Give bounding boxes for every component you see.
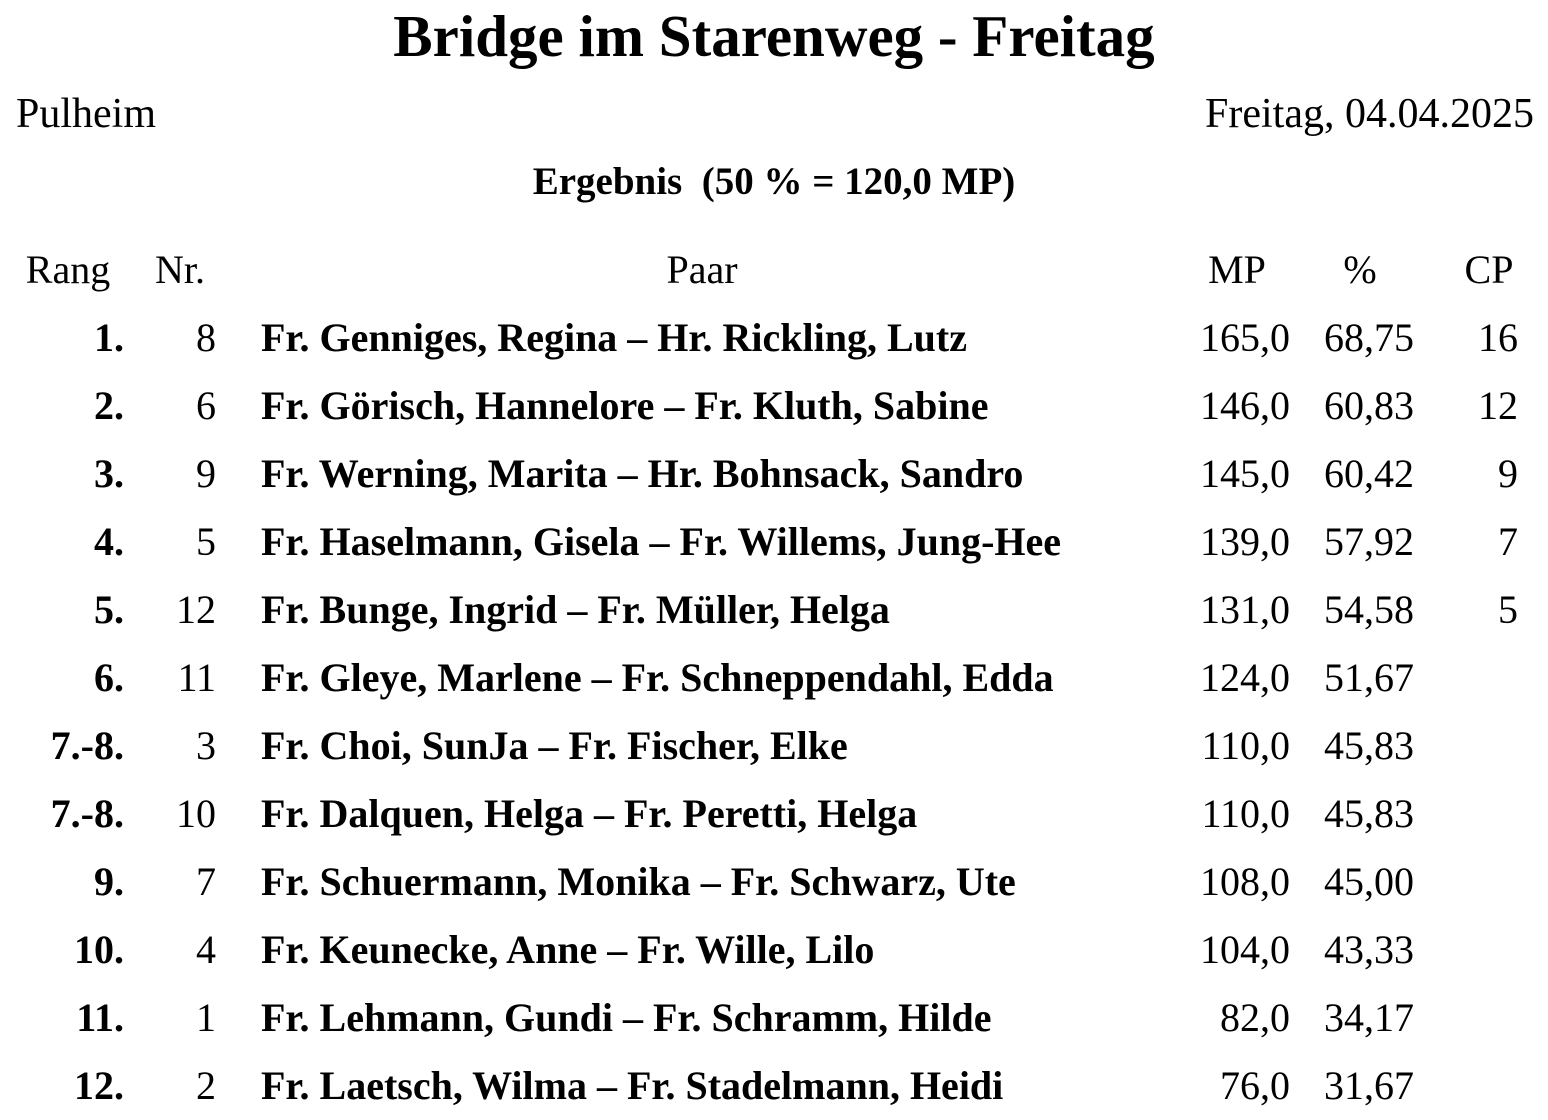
rank-cell: 6.	[94, 655, 124, 700]
club-points-cell: 16	[1478, 315, 1518, 360]
matchpoints-cell: 146,0	[1200, 383, 1290, 428]
rank-cell: 7.-8.	[50, 791, 124, 836]
table-row	[0, 916, 1548, 984]
club-points-cell	[1430, 780, 1548, 848]
percent-cell: 45,00	[1324, 859, 1414, 904]
pair-names-cell: Fr. Choi, SunJa – Fr. Fischer, Elke	[261, 723, 848, 768]
pair-number-cell: 9	[196, 451, 216, 496]
percent-cell: 43,33	[1324, 927, 1414, 972]
pair-number-cell: 11	[177, 655, 216, 700]
table-row	[0, 984, 1548, 1052]
matchpoints-cell: 76,0	[1220, 1063, 1290, 1108]
pair-names-cell: Fr. Genniges, Regina – Hr. Rickling, Lutz	[261, 315, 967, 360]
pair-number-cell: 3	[196, 723, 216, 768]
percent-cell: 45,83	[1324, 791, 1414, 836]
pair-number-cell: 4	[196, 927, 216, 972]
pair-number-cell: 10	[176, 791, 216, 836]
pair-number-cell: 5	[196, 519, 216, 564]
rank-cell: 4.	[94, 519, 124, 564]
club-points-cell: 12	[1478, 383, 1518, 428]
column-header-mp: MP	[1208, 247, 1266, 292]
column-header-nr: Nr.	[155, 247, 205, 292]
table-row	[0, 304, 1548, 372]
pair-names-cell: Fr. Görisch, Hannelore – Fr. Kluth, Sabine	[261, 383, 989, 428]
location-label: Pulheim	[16, 91, 157, 137]
rank-cell: 10.	[74, 927, 124, 972]
pair-names-cell: Fr. Keunecke, Anne – Fr. Wille, Lilo	[261, 927, 875, 972]
rank-cell: 3.	[94, 451, 124, 496]
rank-cell: 11.	[76, 995, 124, 1040]
pair-names-cell: Fr. Bunge, Ingrid – Fr. Müller, Helga	[261, 587, 890, 632]
table-row	[0, 644, 1548, 712]
percent-cell: 68,75	[1324, 315, 1414, 360]
matchpoints-cell: 82,0	[1220, 995, 1290, 1040]
results-subtitle: Ergebnis (50 % = 120,0 MP)	[532, 160, 1016, 203]
matchpoints-cell: 110,0	[1201, 723, 1290, 768]
table-row	[0, 576, 1548, 644]
club-points-cell: 9	[1498, 451, 1518, 496]
column-header-rang: Rang	[25, 247, 111, 292]
rank-cell: 5.	[94, 587, 124, 632]
page-title: Bridge im Starenweg - Freitag	[393, 3, 1155, 69]
results-table	[0, 236, 1548, 1120]
pair-number-cell: 8	[196, 315, 216, 360]
club-points-cell	[1430, 712, 1548, 780]
table-row	[0, 1052, 1548, 1120]
rank-cell: 1.	[94, 315, 124, 360]
matchpoints-cell: 139,0	[1200, 519, 1290, 564]
table-row	[0, 712, 1548, 780]
pair-names-cell: Fr. Laetsch, Wilma – Fr. Stadelmann, Heidi	[261, 1063, 1004, 1108]
percent-cell: 54,58	[1324, 587, 1414, 632]
club-points-cell: 5	[1498, 587, 1518, 632]
matchpoints-cell: 165,0	[1200, 315, 1290, 360]
table-row	[0, 780, 1548, 848]
rank-cell: 2.	[94, 383, 124, 428]
pair-names-cell: Fr. Schuermann, Monika – Fr. Schwarz, Ute	[261, 859, 1016, 904]
pair-names-cell: Fr. Lehmann, Gundi – Fr. Schramm, Hilde	[261, 995, 992, 1040]
pair-number-cell: 12	[176, 587, 216, 632]
pair-names-cell: Fr. Werning, Marita – Hr. Bohnsack, Sandro	[261, 451, 1024, 496]
pair-number-cell: 6	[196, 383, 216, 428]
percent-cell: 57,92	[1324, 519, 1414, 564]
percent-cell: 31,67	[1324, 1063, 1414, 1108]
table-row	[0, 508, 1548, 576]
table-header-row	[0, 236, 1548, 304]
club-points-cell	[1430, 1052, 1548, 1120]
percent-cell: 60,83	[1324, 383, 1414, 428]
matchpoints-cell: 108,0	[1200, 859, 1290, 904]
table-row	[0, 440, 1548, 508]
rank-cell: 12.	[74, 1063, 124, 1108]
pair-number-cell: 2	[196, 1063, 216, 1108]
club-points-cell: 7	[1498, 519, 1518, 564]
pair-number-cell: 1	[196, 995, 216, 1040]
rank-cell: 7.-8.	[50, 723, 124, 768]
matchpoints-cell: 104,0	[1200, 927, 1290, 972]
matchpoints-cell: 124,0	[1200, 655, 1290, 700]
club-points-cell	[1430, 916, 1548, 984]
table-row	[0, 848, 1548, 916]
column-header-paar: Paar	[666, 247, 738, 292]
table-row	[0, 372, 1548, 440]
matchpoints-cell: 110,0	[1201, 791, 1290, 836]
matchpoints-cell: 145,0	[1200, 451, 1290, 496]
percent-cell: 45,83	[1324, 723, 1414, 768]
column-header-percent: %	[1343, 247, 1377, 292]
date-label: Freitag, 04.04.2025	[1205, 91, 1534, 137]
pair-number-cell: 7	[196, 859, 216, 904]
percent-cell: 60,42	[1324, 451, 1414, 496]
matchpoints-cell: 131,0	[1200, 587, 1290, 632]
club-points-cell	[1430, 644, 1548, 712]
club-points-cell	[1430, 848, 1548, 916]
percent-cell: 34,17	[1324, 995, 1414, 1040]
pair-names-cell: Fr. Haselmann, Gisela – Fr. Willems, Jung-Hee	[261, 519, 1062, 564]
pair-names-cell: Fr. Dalquen, Helga – Fr. Peretti, Helga	[261, 791, 918, 836]
column-header-cp: CP	[1464, 247, 1514, 292]
percent-cell: 51,67	[1324, 655, 1414, 700]
pair-names-cell: Fr. Gleye, Marlene – Fr. Schneppendahl, Edda	[261, 655, 1054, 700]
club-points-cell	[1430, 984, 1548, 1052]
rank-cell: 9.	[94, 859, 124, 904]
